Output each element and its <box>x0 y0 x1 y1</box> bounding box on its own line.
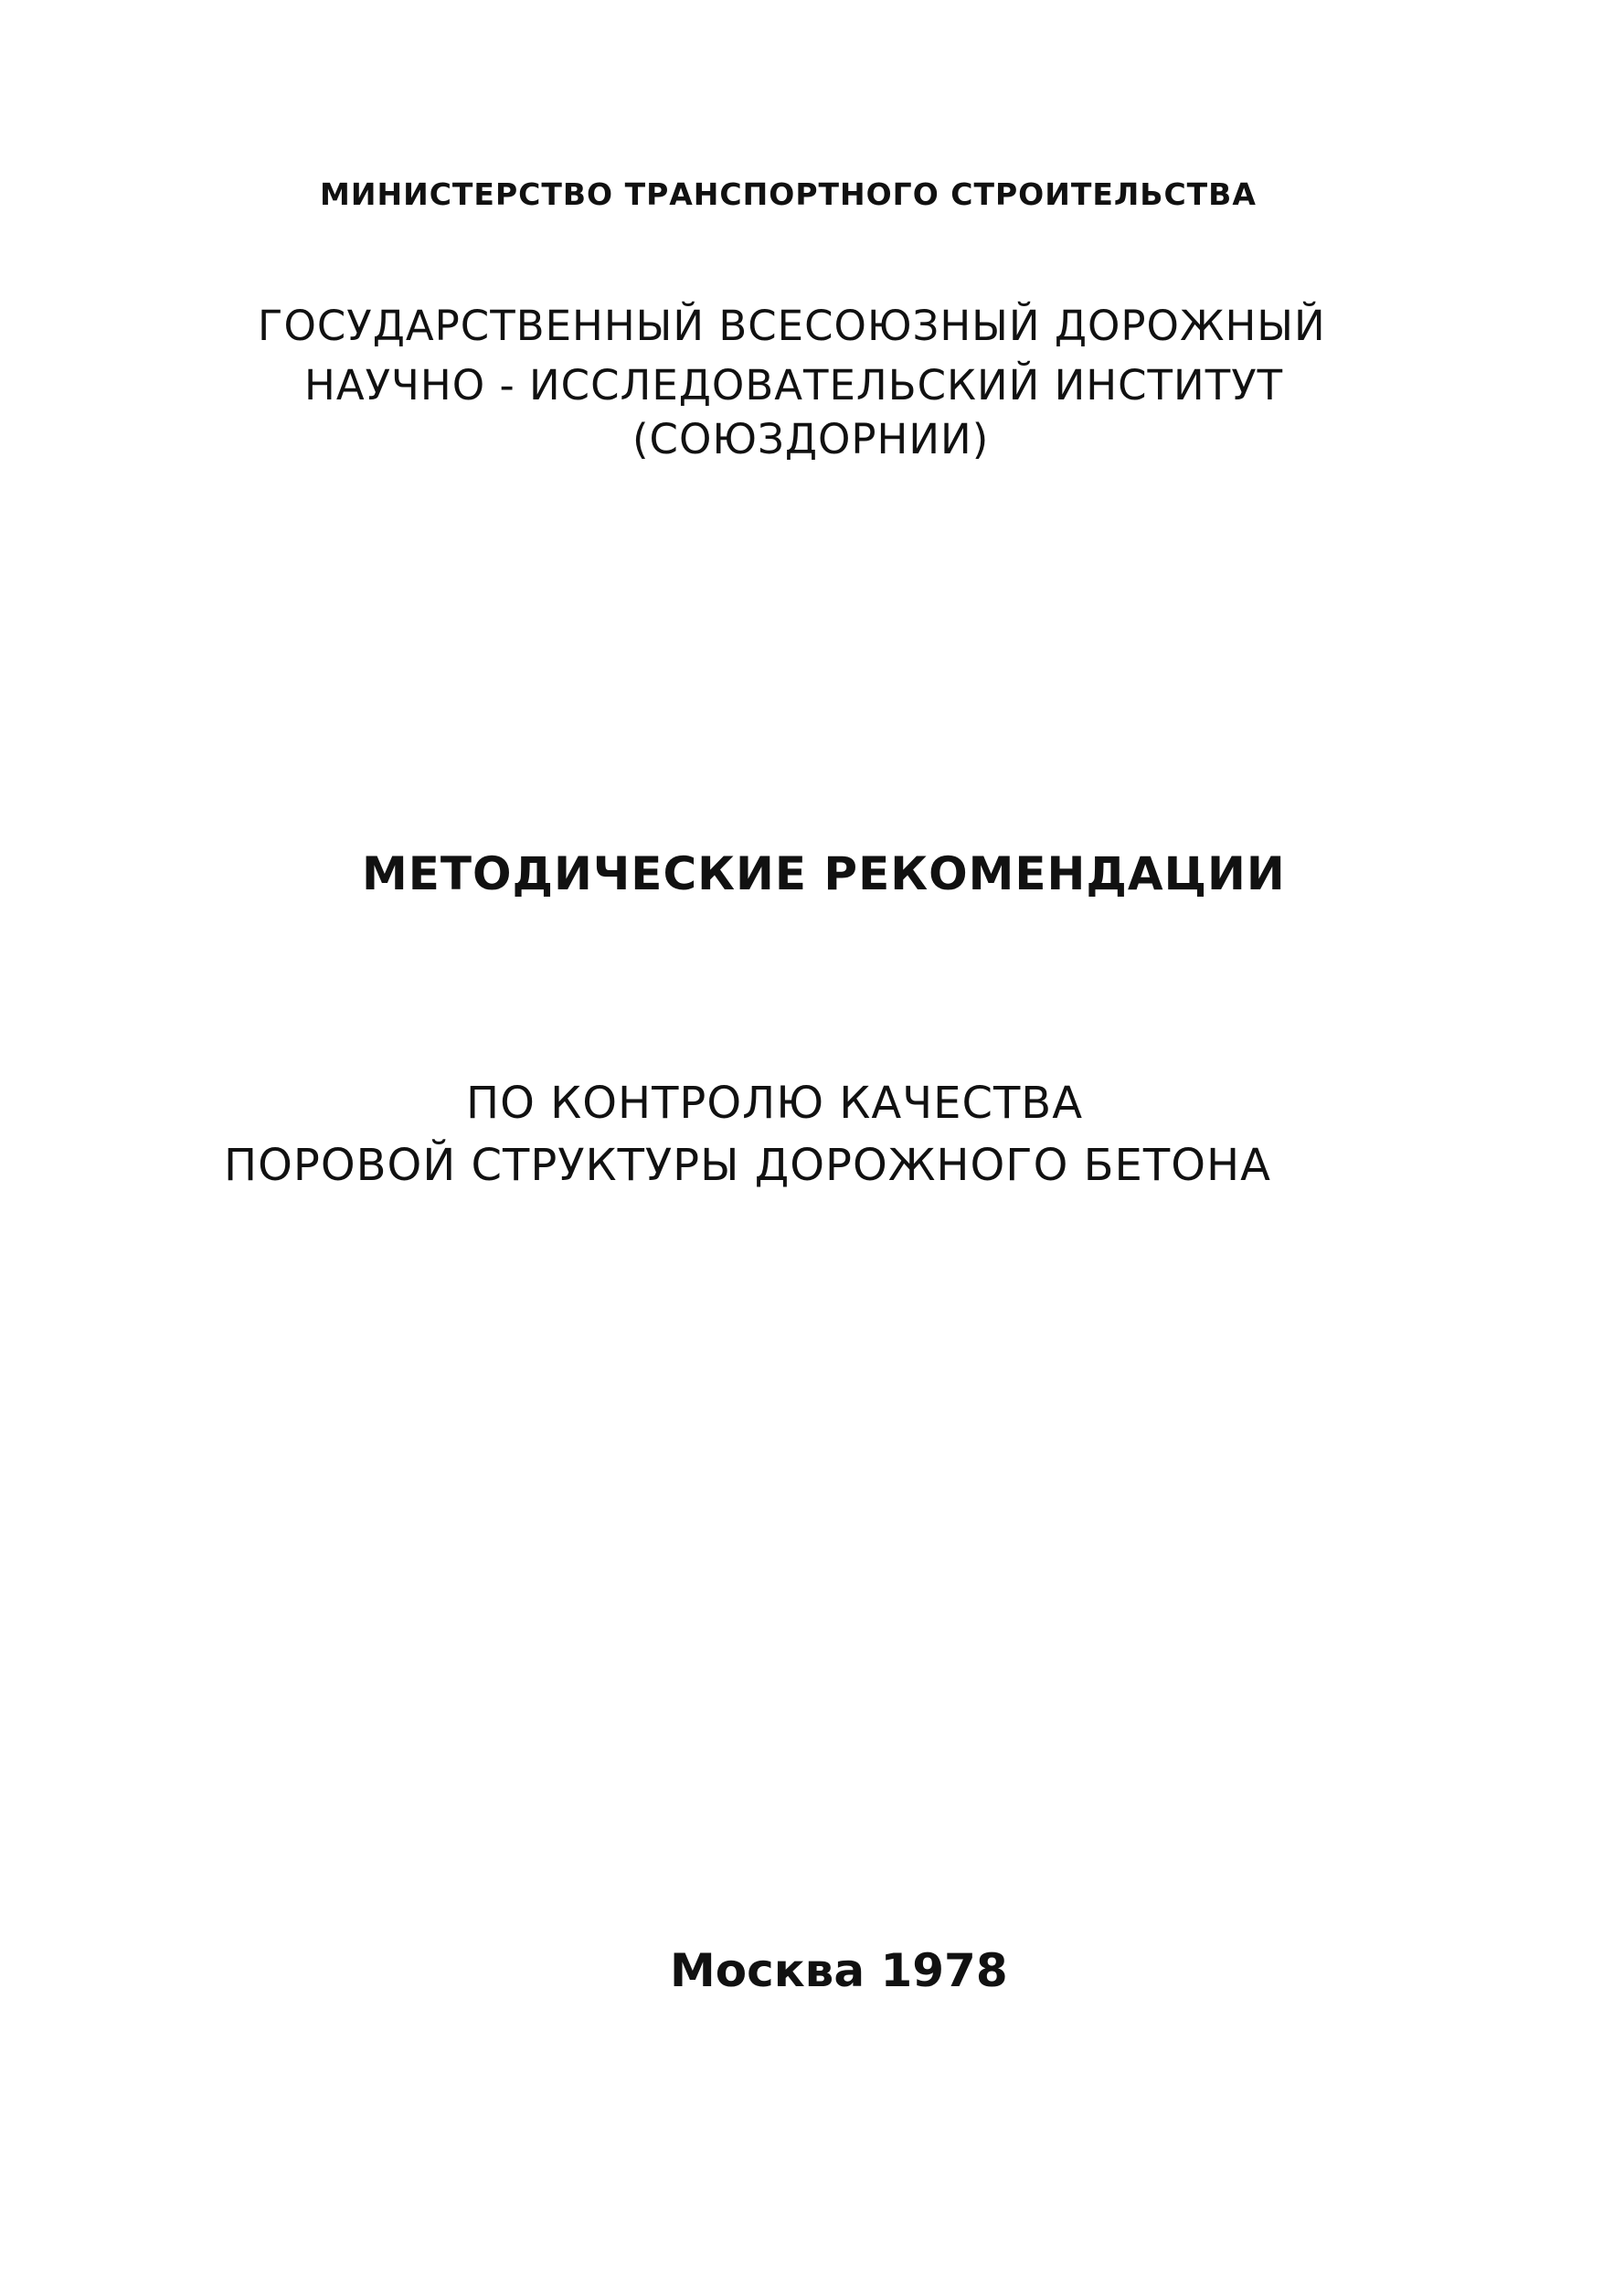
document-title: МЕТОДИЧЕСКИЕ РЕКОМЕНДАЦИИ <box>362 847 1286 900</box>
document-subtitle-line-2: ПОРОВОЙ СТРУКТУРЫ ДОРОЖНОГО БЕТОНА <box>224 1140 1271 1191</box>
place-and-year: Москва 1978 <box>670 1944 1008 1997</box>
document-subtitle-line-1: ПО КОНТРОЛЮ КАЧЕСТВА <box>466 1078 1084 1129</box>
ministry-name: МИНИСТЕРСТВО ТРАНСПОРТНОГО СТРОИТЕЛЬСТВА <box>320 176 1257 212</box>
institute-abbreviation: (СОЮЗДОРНИИ) <box>632 415 990 463</box>
institute-name-line-1: ГОСУДАРСТВЕННЫЙ ВСЕСОЮЗНЫЙ ДОРОЖНЫЙ <box>258 302 1326 350</box>
institute-name-line-2: НАУЧНО - ИССЛЕДОВАТЕЛЬСКИЙ ИНСТИТУТ <box>304 361 1284 409</box>
